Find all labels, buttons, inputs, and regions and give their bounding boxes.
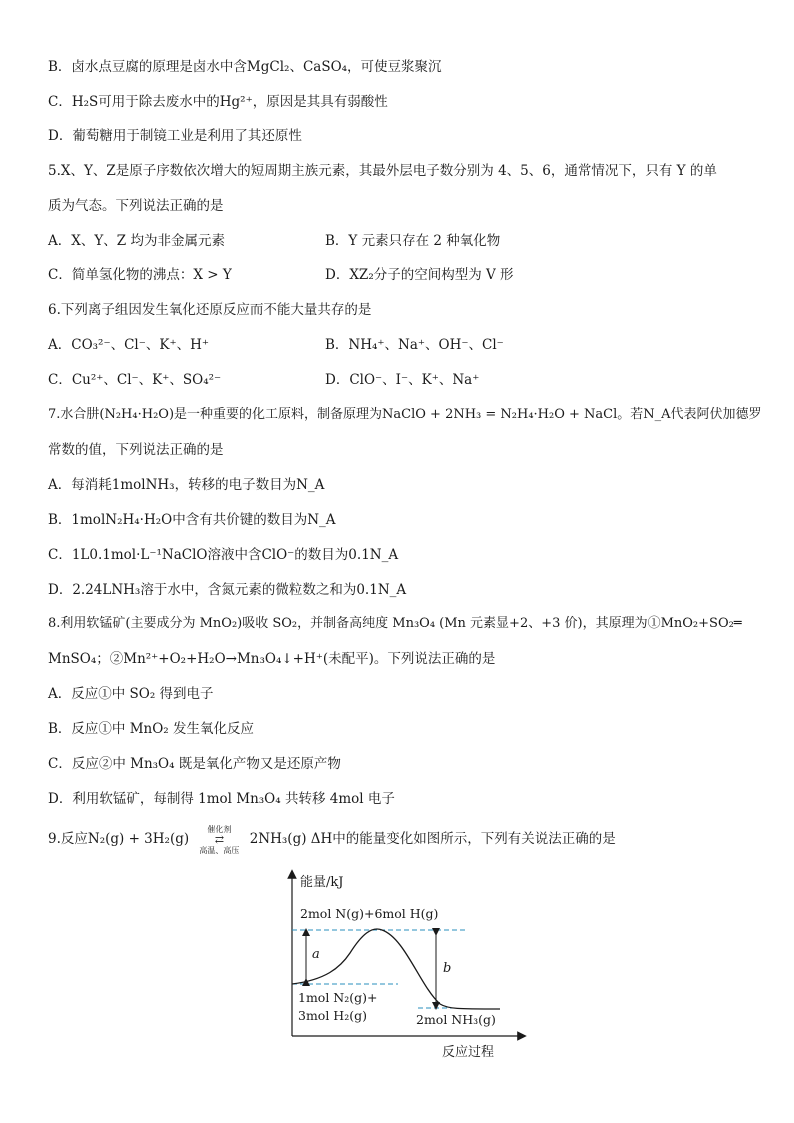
- q5-option-a: A．X、Y、Z 均为非金属元素: [48, 233, 225, 249]
- label-b: b: [443, 961, 452, 976]
- q6-option-b: B．NH₄⁺、Na⁺、OH⁻、Cl⁻: [325, 337, 504, 353]
- q8-stem-line1: 8.利用软锰矿(主要成分为 MnO₂)吸收 SO₂，并制备高纯度 Mn₃O₄ (Mn 元素显+2、+3 价)，其原理为①MnO₂+SO₂═: [48, 616, 742, 631]
- condition-temperature-pressure: 高温、高压: [199, 845, 240, 855]
- q6-option-c: C．Cu²⁺、Cl⁻、K⁺、SO₄²⁻: [48, 372, 222, 388]
- q4-option-c: C．H₂S可用于除去废水中的Hg²⁺，原因是其具有弱酸性: [48, 94, 388, 110]
- q6-option-a: A．CO₃²⁻、Cl⁻、K⁺、H⁺: [48, 337, 209, 353]
- q7-option-c: C．1L0.1mol·L⁻¹NaClO溶液中含ClO⁻的数目为0.1N_A: [48, 547, 399, 563]
- q7-stem-line1: 7.水合肼(N₂H₄·H₂O)是一种重要的化工原料，制备原理为NaClO + 2NH₃ = N₂H₄·H₂O + NaCl。若N_A代表阿伏加德罗: [48, 407, 762, 422]
- q6-option-d: D．ClO⁻、I⁻、K⁺、Na⁺: [325, 372, 480, 388]
- reactant-label-line1: 1mol N₂(g)+: [298, 990, 378, 1005]
- equilibrium-arrow: ⇄: [214, 832, 225, 846]
- condition-catalyst: 催化剂: [207, 824, 232, 834]
- q7-option-b: B．1molN₂H₄·H₂O中含有共价键的数目为N_A: [48, 512, 336, 528]
- q5-stem-line2: 质为气态。下列说法正确的是: [48, 198, 224, 214]
- q8-option-b: B．反应①中 MnO₂ 发生氧化反应: [48, 721, 254, 737]
- reaction-conditions: [193, 824, 245, 855]
- energy-diagram: [270, 868, 530, 1068]
- product-label: 2mol NH₃(g): [416, 1012, 496, 1027]
- q4-option-b: B．卤水点豆腐的原理是卤水中含MgCl₂、CaSO₄，可使豆浆聚沉: [48, 59, 442, 75]
- q5-stem-line1: 5.X、Y、Z是原子序数依次增大的短周期主族元素，其最外层电子数分别为 4、5、6，通常情况下，只有 Y 的单: [48, 163, 717, 179]
- q7-option-d: D．2.24LNH₃溶于水中，含氮元素的微粒数之和为0.1N_A: [48, 582, 407, 598]
- q9-stem-pre: 9.反应N₂(g) + 3H₂(g): [48, 831, 190, 847]
- q7-stem-line2: 常数的值，下列说法正确的是: [48, 442, 224, 458]
- y-axis-label: 能量/kJ: [300, 875, 344, 890]
- q5-option-b: B．Y 元素只存在 2 种氧化物: [325, 233, 501, 249]
- q8-option-d: D．利用软锰矿，每制得 1mol Mn₃O₄ 共转移 4mol 电子: [48, 791, 395, 807]
- x-axis-label: 反应过程: [442, 1045, 495, 1060]
- q9-stem-post: 2NH₃(g) ΔH中的能量变化如图所示，下列有关说法正确的是: [249, 831, 616, 847]
- q6-stem: 6.下列离子组因发生氧化还原反应而不能大量共存的是: [48, 302, 372, 318]
- q8-option-a: A．反应①中 SO₂ 得到电子: [48, 686, 214, 702]
- top-state-label: 2mol N(g)+6mol H(g): [300, 906, 439, 921]
- q7-option-a: A．每消耗1molNH₃，转移的电子数目为N_A: [48, 477, 325, 493]
- q4-option-d: D．葡萄糖用于制镜工业是利用了其还原性: [48, 128, 302, 144]
- reactant-label-line2: 3mol H₂(g): [298, 1008, 367, 1023]
- q8-option-c: C．反应②中 Mn₃O₄ 既是氧化产物又是还原产物: [48, 756, 341, 772]
- q5-option-c: C．简单氢化物的沸点：X > Y: [48, 267, 232, 283]
- q5-option-d: D．XZ₂分子的空间构型为 V 形: [325, 267, 514, 283]
- q9-stem: [48, 824, 616, 855]
- q8-stem-line2: MnSO₄；②Mn²⁺+O₂+H₂O→Mn₃O₄↓+H⁺(未配平)。下列说法正确的是: [48, 651, 496, 667]
- label-a: a: [312, 947, 320, 962]
